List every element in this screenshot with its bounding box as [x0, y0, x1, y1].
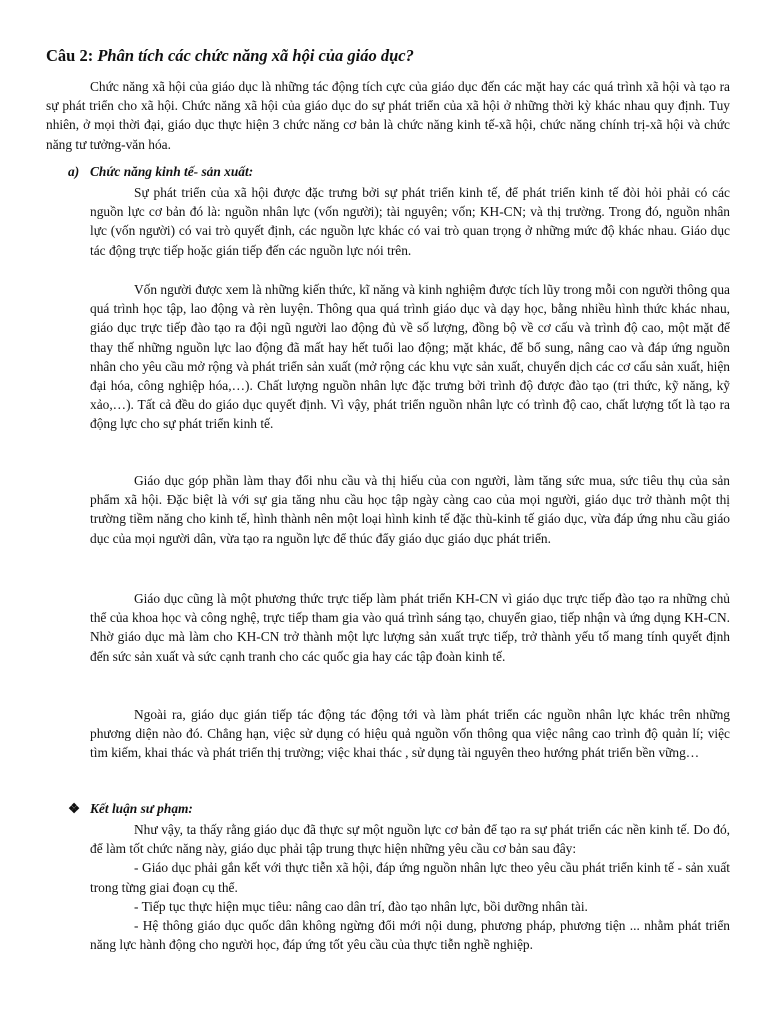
conclusion-item-1: - Giáo dục phải gắn kết với thực tiễn xã hội, đáp ứng nguồn nhân lực theo yêu cầu phát triển kinh tế - sản xuất trong từng giai đoạn cụ thể.: [90, 860, 730, 895]
diamond-bullet-icon: ❖: [68, 801, 81, 816]
conclusion-intro: Như vậy, ta thấy rằng giáo dục đã thực sự một nguồn lực cơ bản để tạo ra sự phát triển các nền kinh tế. Do đó, để làm tốt chức năng này, giáo dục phải tập trung thực hiện những yêu cầu cơ bản sau đây:: [90, 822, 730, 857]
section-a-paragraph-2: Vốn người được xem là những kiến thức, kĩ năng và kinh nghiệm được tích lũy trong mỗi con người thông qua quá trình học tập, lao động và rèn luyện. Thông qua quá trình giáo dục và dạy học, bằng nhiều hình thức khác nhau, giáo dục trực tiếp đào tạo ra đội ngũ người lao động đủ về số lượng, đồng bộ về cơ cấu và trình độ cao, một mặt để thay thế những nguồn lực lao động đã mất hay hết tuổi lao động; mặt khác, để bổ sung, nâng cao và đáp ứng nguồn nhân cho yêu cầu mở rộng và phát triển sản xuất (mở rộng các khu vực sản xuất, chuyển dịch các cơ cấu sản xuất, hiện đại hóa, công nghiệp hóa,…). Chất lượng nguồn nhân lực đặc trưng bởi trình độ được đào tạo (tri thức, kỹ năng, kỹ xảo,…). Tất cả đều do giáo dục quyết định. Vì vậy, phát triển nguồn nhân lực có trình độ cao, chất lượng tốt là tạo ra động lực cho sự phát triển kinh tế.: [90, 282, 730, 432]
question-heading: [46, 46, 414, 66]
conclusion-item-3: - Hệ thông giáo dục quốc dân không ngừng đổi mới nội dung, phương pháp, phương tiện ... nhằm phát triển năng lực hành động cho người học, đáp ứng tốt yêu cầu của thực tiễn nghề nghiệp.: [90, 918, 730, 953]
conclusion-title: Kết luận sư phạm:: [90, 801, 193, 816]
conclusion-item-2: - Tiếp tục thực hiện mục tiêu: nâng cao dân trí, đào tạo nhân lực, bồi dưỡng nhân tài.: [134, 898, 588, 914]
section-a-paragraph-1: Sự phát triển của xã hội được đặc trưng bởi sự phát triển kinh tế, để phát triển kinh tế đòi hỏi phải có các nguồn lực cơ bản đó là: nguồn nhân lực (vốn người); tài nguyên; vốn; KH-CN; và thị trường. Trong đó, nguồn nhân lực (vốn người) có vai trò quyết định, các nguồn lực khác có vai trò quan trọng ở những mức độ khác nhau. Giáo dục tác động trực tiếp hoặc gián tiếp đến các nguồn lực nói trên.: [90, 185, 730, 258]
section-a-title: Chức năng kinh tế- sản xuất:: [90, 164, 254, 179]
section-a-paragraph-5: Ngoài ra, giáo dục gián tiếp tác động tác động tới và làm phát triển các nguồn nhân lực khác trên những phương diện nào đó. Chẳng hạn, việc sử dụng có hiệu quả nguồn vốn thông qua việc nâng cao trình độ quản lí; việc tìm kiếm, khai thác và phát triển thị trường; việc khai thác , sử dụng tài nguyên theo hướng phát triển bền vững…: [90, 707, 730, 761]
section-a-heading: [68, 164, 253, 180]
section-a-paragraph-3: Giáo dục góp phần làm thay đổi nhu cầu và thị hiếu của con người, làm tăng sức mua, sức tiêu thụ của sản phẩm xã hội. Đặc biệt là với sự gia tăng nhu cầu học tập ngày càng cao của mọi người, giáo dục trở thành một thị trường tiềm năng cho kinh tế, hình thành nên một loại hình kinh tế đặc thù-kinh tế giáo dục, vừa đáp ứng nhu cầu giáo dục của mọi người dân, vừa tạo ra nguồn lực để thúc đẩy giáo dục giáo dục phát triển.: [90, 473, 730, 546]
section-a-paragraph-4: Giáo dục cũng là một phương thức trực tiếp làm phát triển KH-CN vì giáo dục trực tiếp đào tạo ra những chủ thể của khoa học và công nghệ, trực tiếp tham gia vào quá trình sáng tạo, chuyển giao, tiếp nhận và ứng dụng KH-CN. Nhờ giáo dục mà làm cho KH-CN trở thành một lực lượng sản xuất trực tiếp, trở thành yếu tố mang tính quyết định đến sức sản xuất và sức cạnh tranh cho các quốc gia hay các tập đoàn kinh tế.: [90, 591, 730, 664]
conclusion-heading: [68, 801, 193, 817]
section-a-marker: a): [68, 164, 80, 179]
question-number: Câu 2:: [46, 46, 98, 65]
intro-paragraph: Chức năng xã hội của giáo dục là những tác động tích cực của giáo dục đến các mặt hay các quá trình xã hội và tạo ra sự phát triển cho xã hội. Chức năng xã hội của giáo dục do sự phát triển của xã hội ở những thời kỳ khác nhau quy định. Tuy nhiên, ở mọi thời đại, giáo dục thực hiện 3 chức năng cơ bản là chức năng kinh tế-xã hội, chức năng chính trị-xã hội và chức năng tư tưởng-văn hóa.: [46, 79, 730, 152]
conclusion-body: [90, 820, 730, 954]
question-title: Phân tích các chức năng xã hội của giáo dục?: [97, 46, 414, 65]
